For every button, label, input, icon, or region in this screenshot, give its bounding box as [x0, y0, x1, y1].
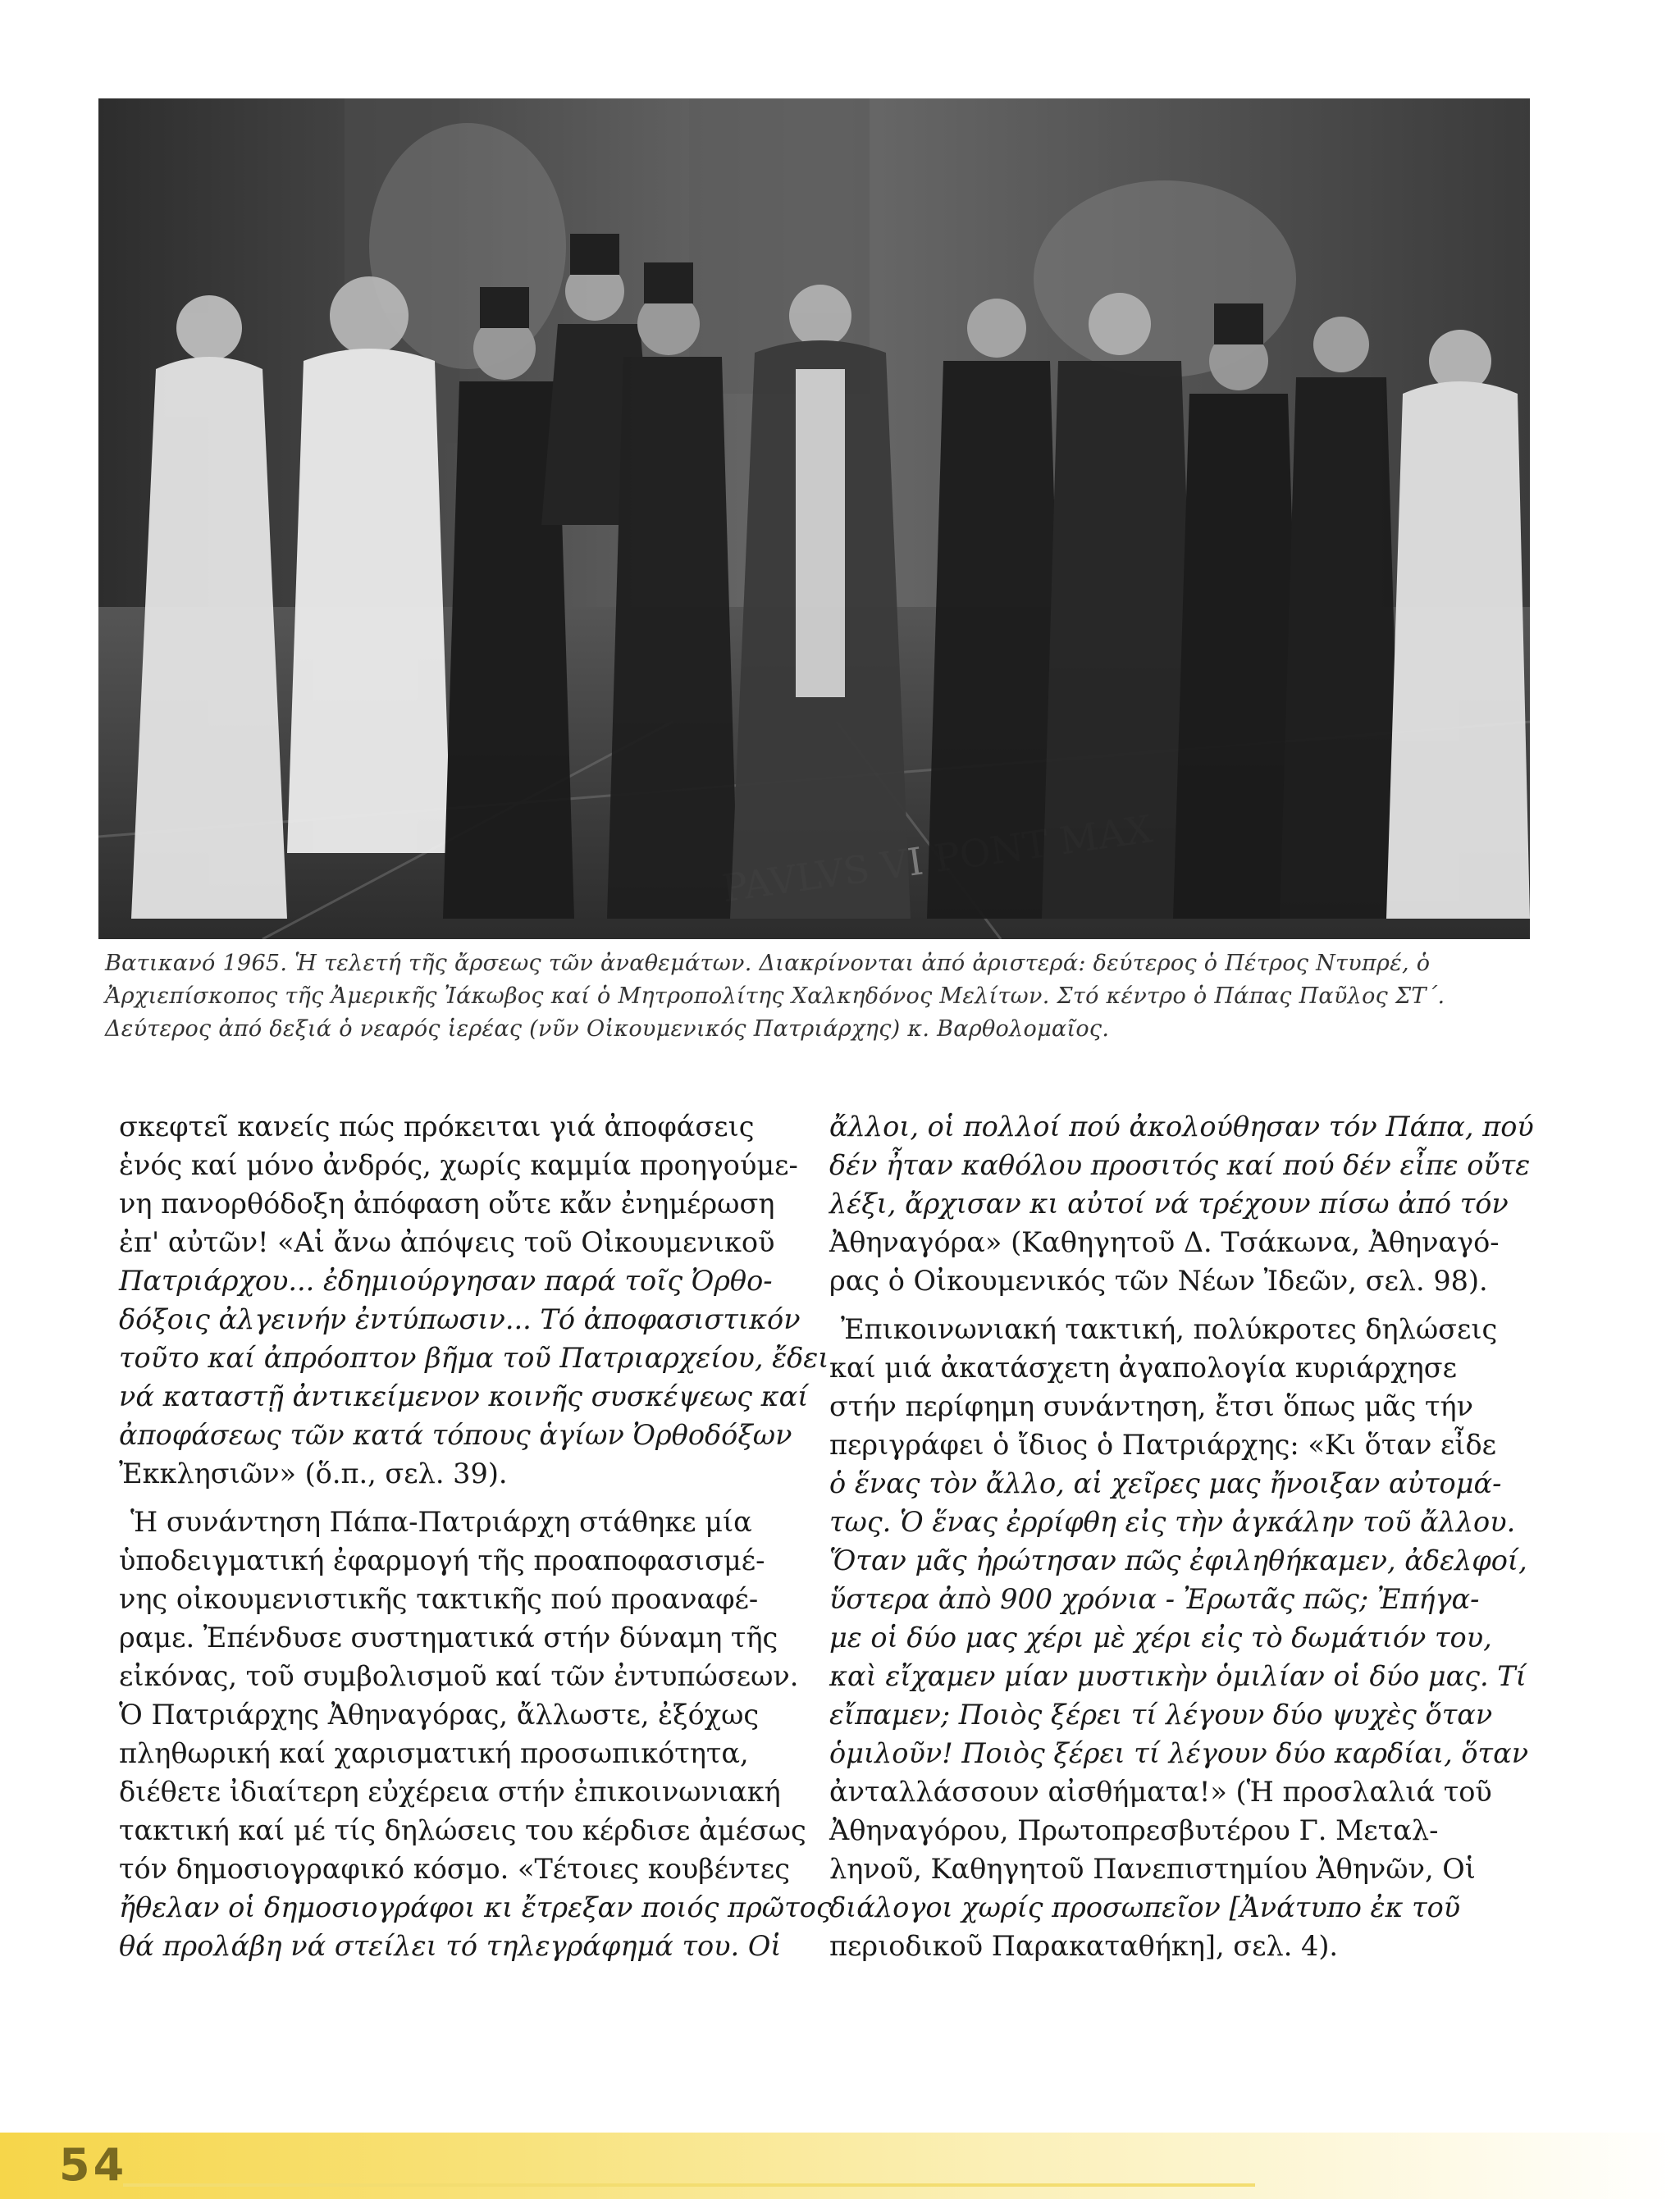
text-line: ἄλλοι, οἱ πολλοί πού ἀκολούθησαν τόν Πάπα, πού	[829, 1111, 1534, 1143]
text-line: στήν περίφημη συνάντηση, ἔτσι ὅπως μᾶς τήν	[829, 1390, 1473, 1422]
text-line: ὁμιλοῦν! Ποιὸς ξέρει τί λέγουν δύο καρδίαι, ὅταν	[829, 1737, 1529, 1769]
text-line: Ὅταν μᾶς ἠρώτησαν πῶς ἐφιληθήκαμεν, ἀδελφοί,	[829, 1544, 1527, 1576]
text-line: τακτική καί μέ τίς δηλώσεις του κέρδισε ἀμέσως	[119, 1814, 806, 1846]
text-line: τοῦτο καί ἀπρόοπτον βῆμα τοῦ Πατριαρχείου, ἔδει	[119, 1342, 829, 1374]
ceremony-photograph	[98, 98, 1530, 939]
text-line: τόν δημοσιογραφικό κόσμο. «Τέτοιες κουβέντες	[119, 1853, 790, 1885]
text-line: Πατριάρχου... ἐδημιούργησαν παρά τοῖς Ὀρθο-	[119, 1265, 773, 1297]
text-line: Ὁ Πατριάρχης Ἀθηναγόρας, ἄλλωστε, ἐξόχως	[119, 1699, 760, 1731]
text-line: εἴπαμεν; Ποιὸς ξέρει τί λέγουν δύο ψυχὲς ὅταν	[829, 1699, 1493, 1731]
text-line: Ἀθηναγόρα» (Καθηγητοῦ Δ. Τσάκωνα, Ἀθηναγό-	[829, 1226, 1500, 1258]
text-line: τως. Ὁ ἕνας ἐρρίφθη εἰς τὴν ἀγκάλην τοῦ ἄλλου.	[829, 1506, 1516, 1538]
caption-line: Ἀρχιεπίσκοπος τῆς Ἀμερικῆς Ἰάκωβος καί ὁ Μητροπολίτης Χαλκηδόνος Μελίτων. Στό κέντρο ὁ Πάπας Παῦλος ΣΤ΄.	[105, 983, 1445, 1009]
photo-caption	[105, 947, 1532, 1046]
text-line: ὕστερα ἀπὸ 900 χρόνια - Ἐρωτᾶς πῶς; Ἐπήγα-	[829, 1583, 1480, 1615]
text-line: περιοδικοῦ Παρακαταθήκη], σελ. 4).	[829, 1930, 1339, 1962]
photo-illustration	[98, 98, 1530, 939]
text-line: ἤθελαν οἱ δημοσιογράφοι κι ἔτρεξαν ποιός πρῶτος	[119, 1891, 832, 1923]
text-line: Ἡ συνάντηση Πάπα-Πατριάρχη στάθηκε μία	[130, 1506, 752, 1538]
text-line: ἀνταλλάσσουν αἰσθήματα!» (Ἡ προσλαλιά τοῦ	[829, 1776, 1492, 1808]
text-line: νης οἰκουμενιστικῆς τακτικῆς πού προαναφέ-	[119, 1583, 759, 1615]
text-line: καὶ εἴχαμεν μίαν μυστικὴν ὁμιλίαν οἱ δύο μας. Τί	[829, 1660, 1527, 1692]
page-footer-bar	[0, 2133, 1680, 2199]
text-line: ἀποφάσεως τῶν κατά τόπους ἁγίων Ὀρθοδόξων	[119, 1419, 792, 1451]
text-line: δόξοις ἀλγεινήν ἐντύπωσιν... Τό ἀποφασιστικόν	[119, 1303, 801, 1335]
text-line: ρας ὁ Οἰκουμενικός τῶν Νέων Ἰδεῶν, σελ. 98).	[829, 1265, 1488, 1297]
text-line: Ἐπικοινωνιακή τακτική, πολύκροτες δηλώσεις	[841, 1313, 1498, 1345]
text-line: λέξι, ἄρχισαν κι αὐτοί νά τρέχουν πίσω ἀπό τόν	[829, 1188, 1509, 1220]
text-line: δέν ἦταν καθόλου προσιτός καί πού δέν εἶπε οὔτε	[829, 1149, 1531, 1181]
text-line: ὑποδειγματική ἐφαρμογή τῆς προαποφασισμέ-	[119, 1544, 765, 1576]
left-paragraph-2	[119, 1503, 832, 1965]
text-line: διέθετε ἰδιαίτερη εὐχέρεια στήν ἐπικοινωνιακή	[119, 1776, 781, 1808]
text-line: ραμε. Ἐπένδυσε συστηματικά στήν δύναμη τῆς	[119, 1622, 778, 1654]
text-line: εἰκόνας, τοῦ συμβολισμοῦ καί τῶν ἐντυπώσεων.	[119, 1660, 799, 1692]
text-line: θά προλάβη νά στείλει τό τηλεγράφημά του. Οἱ	[119, 1930, 782, 1962]
footer-rule	[123, 2183, 1255, 2187]
text-line: με οἱ δύο μας χέρι μὲ χέρι εἰς τὸ δωμάτιόν του,	[829, 1622, 1492, 1654]
text-line: ἑνός καί μόνο ἀνδρός, χωρίς καμμία προηγούμε-	[119, 1149, 798, 1181]
text-line: περιγράφει ὁ ἴδιος ὁ Πατριάρχης: «Κι ὅταν εἶδε	[829, 1429, 1497, 1461]
right-text-column	[829, 1107, 1534, 1965]
left-paragraph-1	[119, 1107, 829, 1493]
text-line: ἐπ' αὐτῶν! «Αἱ ἄνω ἀπόψεις τοῦ Οἰκουμενικοῦ	[119, 1226, 775, 1258]
page-number: 54	[59, 2139, 128, 2191]
left-text-column	[119, 1107, 832, 1965]
caption-line: Δεύτερος ἀπό δεξιά ὁ νεαρός ἱερέας (νῦν Οἰκουμενικός Πατριάρχης) κ. Βαρθολομαῖος.	[105, 1016, 1110, 1042]
text-line: σκεφτεῖ κανείς πώς πρόκειται γιά ἀποφάσεις	[119, 1111, 755, 1143]
text-line: Ἐκκλησιῶν» (ὅ.π., σελ. 39).	[119, 1458, 508, 1490]
text-line: διάλογοι χωρίς προσωπεῖον [Ἀνάτυπο ἐκ τοῦ	[829, 1891, 1461, 1923]
text-line: ὁ ἕνας τὸν ἄλλο, αἱ χεῖρες μας ἤνοιξαν αὐτομά-	[829, 1467, 1502, 1499]
text-line: νά καταστῇ ἀντικείμενον κοινῆς συσκέψεως καί	[119, 1380, 809, 1412]
text-line: καί μιά ἀκατάσχετη ἀγαπολογία κυριάρχησε	[829, 1352, 1457, 1384]
caption-line: Βατικανό 1965. Ἡ τελετή τῆς ἄρσεως τῶν ἀναθεμάτων. Διακρίνονται ἀπό ἀριστερά: δεύτερος ὁ Πέτρος Ντυπρέ, ὁ	[105, 951, 1431, 976]
text-line: Ἀθηναγόρου, Πρωτοπρεσβυτέρου Γ. Μεταλ-	[829, 1814, 1439, 1846]
text-line: ληνοῦ, Καθηγητοῦ Πανεπιστημίου Ἀθηνῶν, Οἱ	[829, 1853, 1476, 1885]
text-line: πληθωρική καί χαρισματική προσωπικότητα,	[119, 1737, 749, 1769]
right-paragraph-1	[829, 1107, 1534, 1300]
text-line: νη πανορθόδοξη ἀπόφαση οὔτε κἄν ἐνημέρωση	[119, 1188, 775, 1220]
right-paragraph-2	[829, 1310, 1529, 1965]
